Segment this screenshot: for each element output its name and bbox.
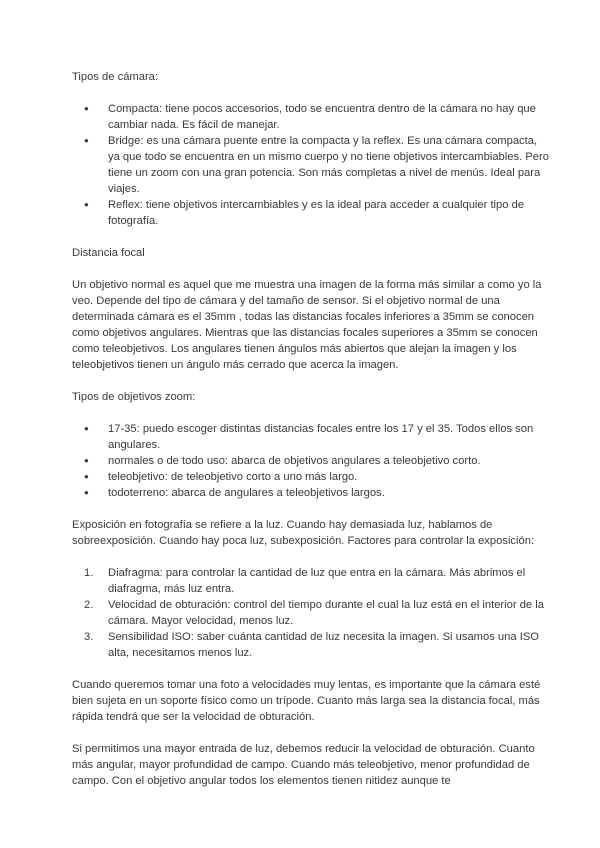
list-item: ● Bridge: es una cámara puente entre la compacta y la reflex. Es una cámara compacta, ya que todo se encuentra en un mismo cuerpo y no tiene objetivos intercambiables. Pero tiene un zoom con una gran potencia. Son más completas a nivel de menús. Ideal para viajes. (72, 133, 550, 197)
list-text: Velocidad de obturación: control del tiempo durante el cual la luz está en el interior de la cámara. Mayor velocidad, menos luz. (108, 599, 544, 627)
list-item: ● teleobjetivo: de teleobjetivo corto a uno más largo. (72, 469, 550, 485)
list-item (72, 597, 550, 629)
tipos-camara-list (72, 101, 550, 229)
list-number: 3. (84, 631, 94, 643)
list-item (72, 629, 550, 661)
velocidades-paragraph: Cuando queremos tomar una foto a velocidades muy lentas, es importante que la cámara esté bien sujeta en un soporte físico como un trípode. Cuanto más larga sea la distancia focal, más rápida tendrá que ser la velocidad de obturación. (72, 679, 541, 723)
list-item (72, 565, 550, 597)
list-number: 2. (84, 599, 94, 611)
list-text: Diafragma: para controlar la cantidad de luz que entra en la cámara. Más abrimos el diafragma, más luz entra. (108, 567, 526, 595)
zoom-list (72, 421, 550, 501)
distancia-focal-paragraph: Un objetivo normal es aquel que me muestra una imagen de la forma más similar a como yo la veo. Depende del tipo de cámara y del tamaño de sensor. Si el objetivo normal de una determinada cámara es el 35mm , todas las distancias focales inferiores a 35mm se conocen como objetivos angulares. Mientras que las distancias focales superiores a 35mm se conocen como teleobjetivos. Los angulares tienen ángulos más abiertos que alejan la imagen y los teleobjetivos tienen un ángulo más cerrado que acerca la imagen. (72, 279, 542, 371)
list-item: ● normales o de todo uso: abarca de objetivos angulares a teleobjetivo corto. (72, 453, 550, 469)
zoom-heading: Tipos de objetivos zoom: (72, 391, 196, 403)
factores-list (72, 565, 550, 661)
list-number: 1. (84, 567, 94, 579)
list-item: ● Reflex: tiene objetivos intercambiables y es la ideal para acceder a cualquier tipo de fotografía. (72, 197, 550, 229)
tipos-camara-heading: Tipos de cámara: (72, 71, 159, 83)
list-item: ● 17-35: puedo escoger distintas distancias focales entre los 17 y el 35. Todos ellos son angulares. (72, 421, 550, 453)
list-text: Sensibilidad ISO: saber cuánta cantidad de luz necesita la imagen. Si usamos una ISO alta, necesitamos menos luz. (108, 631, 539, 659)
list-item: ● todoterreno: abarca de angulares a teleobjetivos largos. (72, 485, 550, 501)
entrada-luz-paragraph: Si permitimos una mayor entrada de luz, debemos reducir la velocidad de obturación. Cuanto más angular, mayor profundidad de campo. Cuando más teleobjetivo, menor profundidad de campo. Con el objetivo angular todos los elementos tienen nitidez aunque te (72, 743, 535, 787)
list-item: ● Compacta: tiene pocos accesorios, todo se encuentra dentro de la cámara no hay que cambiar nada. Es fácil de manejar. (72, 101, 550, 133)
exposicion-paragraph: Exposición en fotografía se refiere a la luz. Cuando hay demasiada luz, hablamos de sobreexposición. Cuando hay poca luz, subexposición. Factores para controlar la exposición: (72, 519, 535, 547)
distancia-focal-heading: Distancia focal (72, 247, 145, 259)
